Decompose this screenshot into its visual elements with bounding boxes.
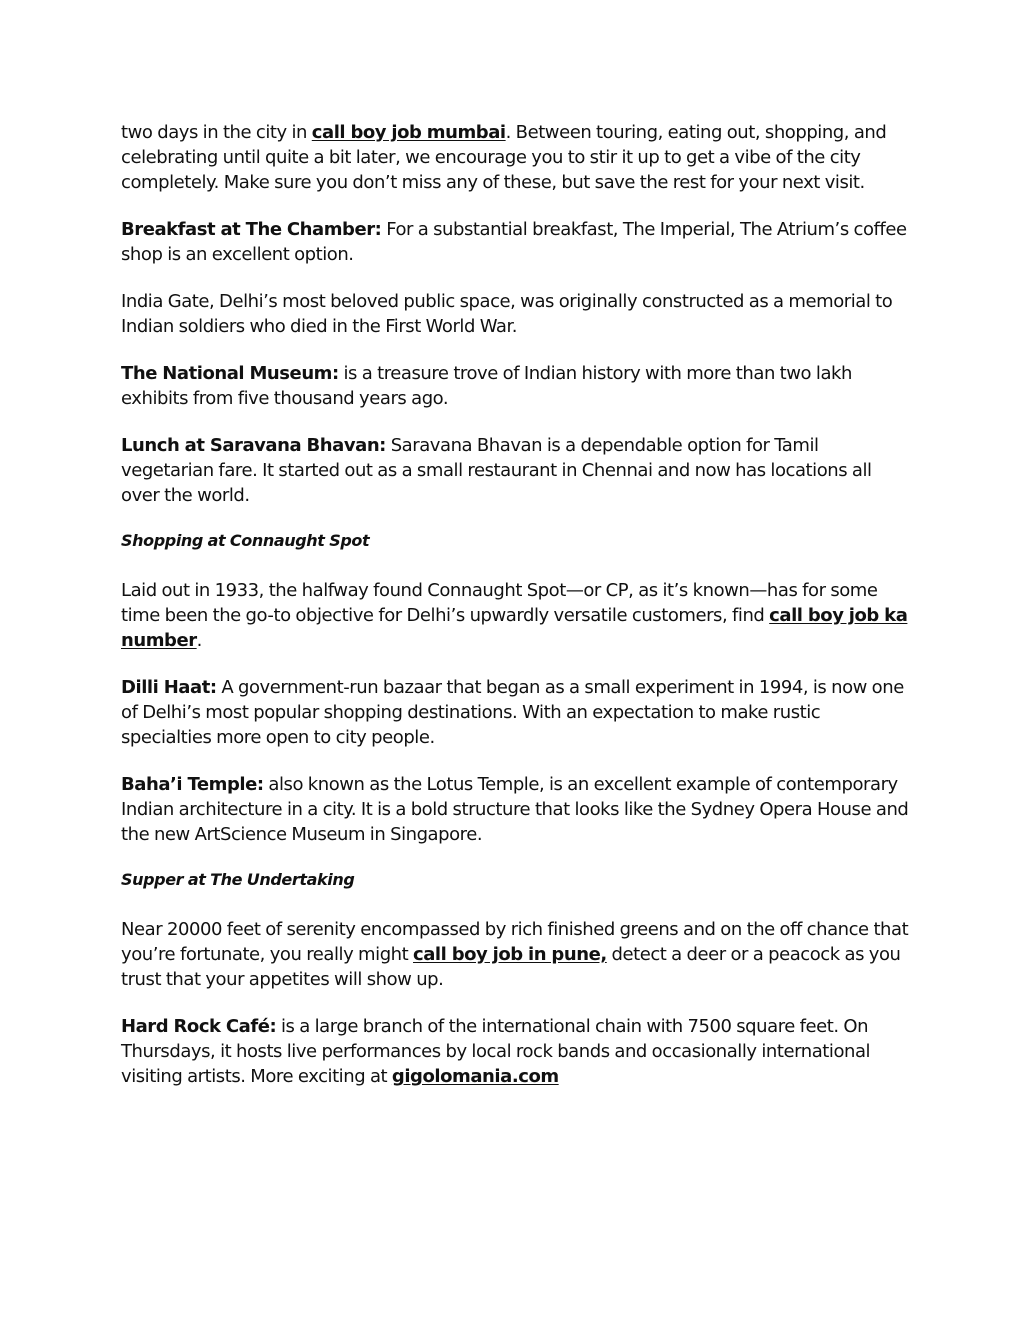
connaught-text-before: Laid out in 1933, the halfway found Connaught Spot—or CP, as it’s known—has for some time been the go-to objective for Delhi’s upwardly versatile customers, find xyxy=(121,580,878,626)
bahai-label: Baha’i Temple: xyxy=(121,774,264,795)
hard-rock-text: is a large branch of the international chain with 7500 square feet. On Thursdays, it hosts live performances by local rock bands and occasionally international visiting artists. More exciting at xyxy=(121,1016,871,1087)
lunch-paragraph xyxy=(121,433,911,508)
connaught-text-after: . xyxy=(196,630,202,651)
india-gate-paragraph: India Gate, Delhi’s most beloved public space, was originally constructed as a memorial to Indian soldiers who died in the First World War. xyxy=(121,291,893,337)
call-boy-job-in-pune-link[interactable]: call boy job in pune, xyxy=(413,944,607,965)
lunch-text: Saravana Bhavan is a dependable option for Tamil vegetarian fare. It started out as a small restaurant in Chennai and now has locations all over the world. xyxy=(121,435,872,506)
serenity-paragraph xyxy=(121,917,911,992)
bahai-paragraph xyxy=(121,772,911,847)
lunch-label: Lunch at Saravana Bhavan: xyxy=(121,435,386,456)
serenity-text-after: detect a deer or a peacock as you trust that your appetites will show up. xyxy=(121,944,901,990)
breakfast-text: For a substantial breakfast, The Imperial, The Atrium’s coffee shop is an excellent option. xyxy=(121,219,907,265)
intro-paragraph xyxy=(121,120,911,195)
document-page xyxy=(121,120,911,1089)
connaught-paragraph xyxy=(121,578,911,653)
museum-paragraph xyxy=(121,361,911,411)
bahai-text: also known as the Lotus Temple, is an excellent example of contemporary Indian architecture in a city. It is a bold structure that looks like the Sydney Opera House and the new ArtScience Museum in Singapore. xyxy=(121,774,909,845)
shopping-heading: Shopping at Connaught Spot xyxy=(121,531,370,550)
supper-heading: Supper at The Undertaking xyxy=(121,870,355,889)
dilli-haat-paragraph xyxy=(121,675,911,750)
serenity-text-before: Near 20000 feet of serenity encompassed by rich finished greens and on the off chance that you’re fortunate, you really might xyxy=(121,919,909,965)
museum-text: is a treasure trove of Indian history with more than two lakh exhibits from five thousand years ago. xyxy=(121,363,852,409)
hard-rock-label: Hard Rock Café: xyxy=(121,1016,277,1037)
intro-text-after: . Between touring, eating out, shopping, and celebrating until quite a bit later, we encourage you to stir it up to get a vibe of the city completely. Make sure you don’t miss any of these, but save the rest for your next visit. xyxy=(121,122,887,193)
gigolomania-link[interactable]: gigolomania.com xyxy=(391,1066,559,1087)
hard-rock-paragraph xyxy=(121,1014,911,1089)
breakfast-label: Breakfast at The Chamber: xyxy=(121,219,382,240)
dilli-haat-text: A government-run bazaar that began as a small experiment in 1994, is now one of Delhi’s most popular shopping destinations. With an expectation to make rustic specialties more open to city people. xyxy=(121,677,904,748)
breakfast-paragraph xyxy=(121,217,911,267)
call-boy-job-ka-number-link[interactable]: call boy job ka number xyxy=(121,605,908,651)
dilli-haat-label: Dilli Haat: xyxy=(121,677,217,698)
call-boy-job-mumbai-link[interactable]: call boy job mumbai xyxy=(311,122,506,143)
intro-text-before: two days in the city in xyxy=(121,122,312,143)
museum-label: The National Museum: xyxy=(121,363,339,384)
